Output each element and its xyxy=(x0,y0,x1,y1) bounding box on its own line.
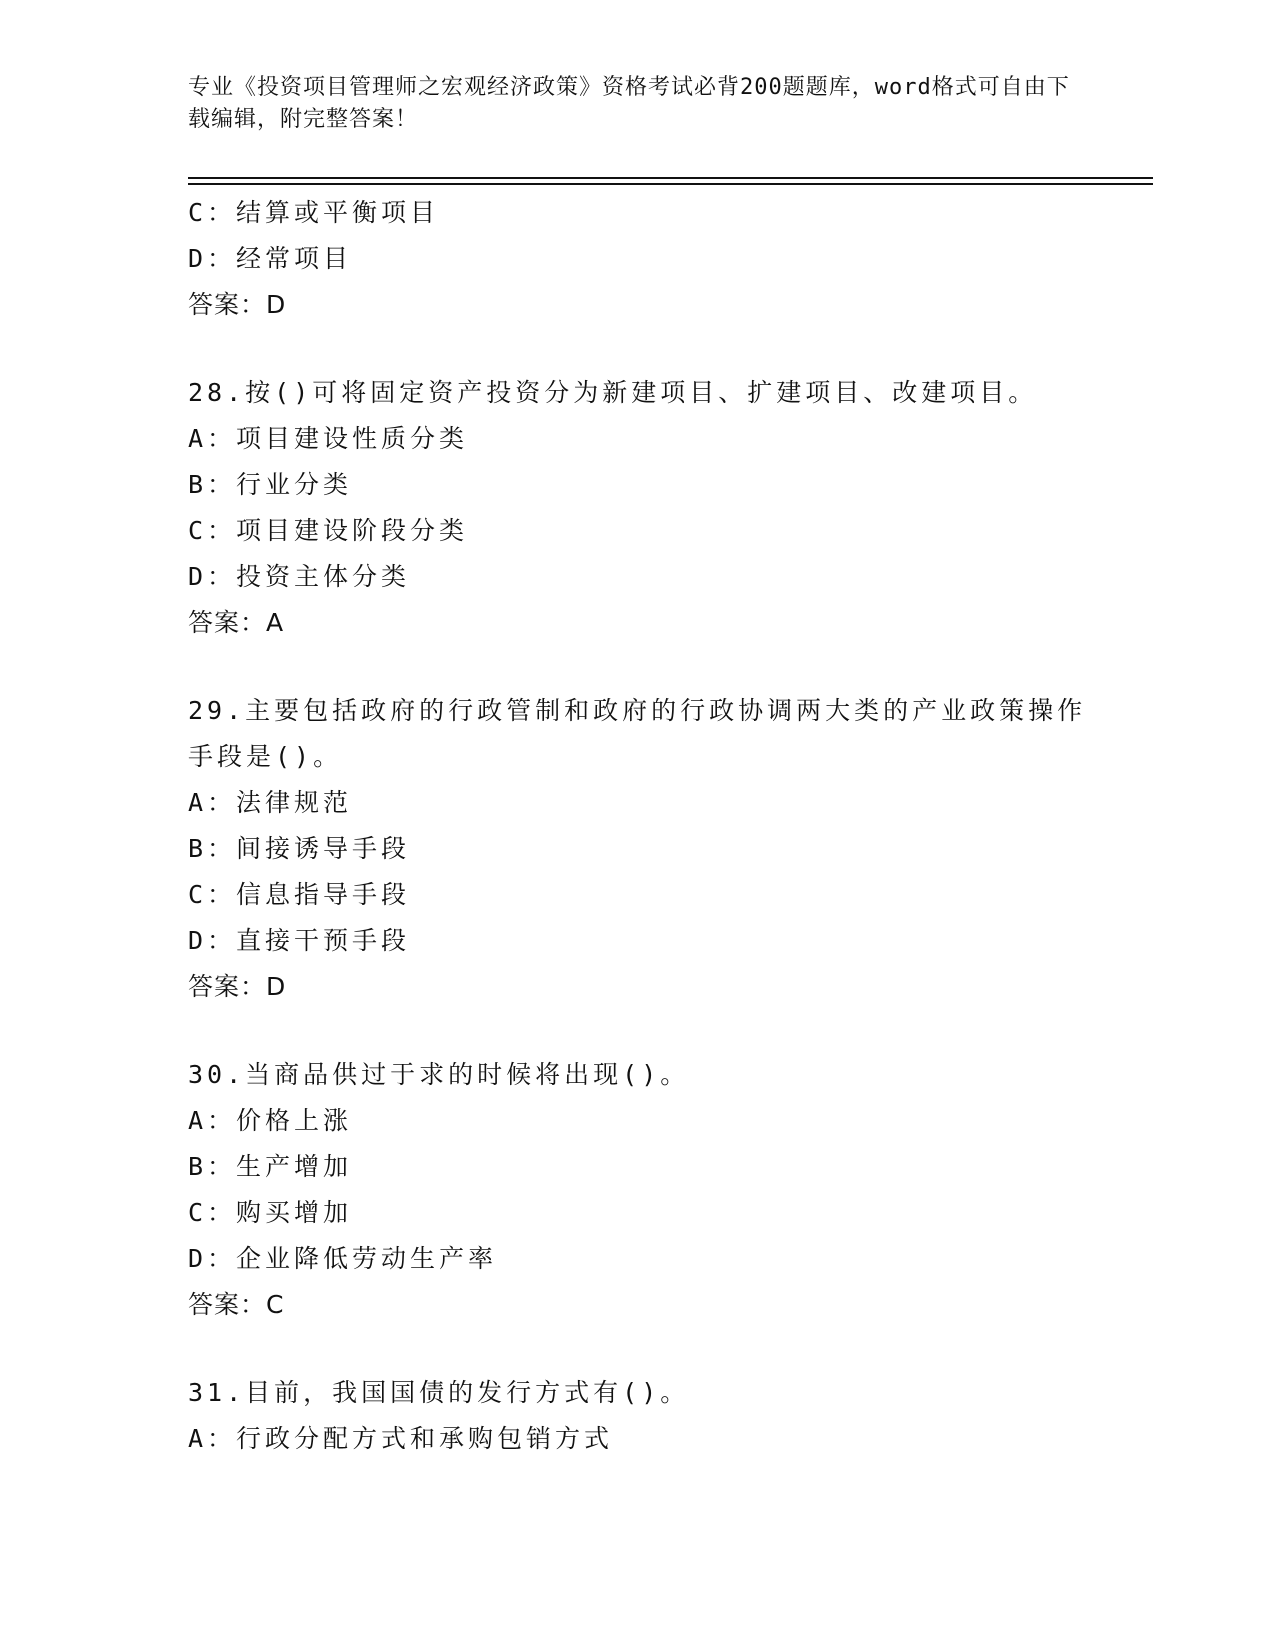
option-a: A：法律规范 xyxy=(188,788,353,817)
question-28 xyxy=(188,370,1148,646)
spacer xyxy=(188,646,1148,688)
option-a: A：行政分配方式和承购包销方式 xyxy=(188,1424,614,1453)
spacer xyxy=(188,1010,1148,1052)
header-rule-bottom xyxy=(188,183,1153,185)
answer-line: 答案：C xyxy=(188,1290,285,1319)
option-b: B：生产增加 xyxy=(188,1152,353,1181)
option-a: A：项目建设性质分类 xyxy=(188,424,469,453)
question-30 xyxy=(188,1052,1148,1328)
answer-line: 答案：D xyxy=(188,290,287,319)
option-a: A：价格上涨 xyxy=(188,1106,353,1135)
question-text: 30.当商品供过于求的时候将出现()。 xyxy=(188,1060,690,1089)
question-31 xyxy=(188,1370,1148,1462)
question-27-tail xyxy=(188,190,1148,328)
option-d: D：投资主体分类 xyxy=(188,562,411,591)
option-b: B：行业分类 xyxy=(188,470,353,499)
option-c: C：购买增加 xyxy=(188,1198,353,1227)
option-c: C：结算或平衡项目 xyxy=(188,198,440,227)
option-d: D：经常项目 xyxy=(188,244,353,273)
answer-line: 答案：A xyxy=(188,608,285,637)
question-list xyxy=(188,190,1148,1462)
question-text: 28.按()可将固定资产投资分为新建项目、扩建项目、改建项目。 xyxy=(188,378,1038,407)
option-c: C：项目建设阶段分类 xyxy=(188,516,469,545)
question-text: 31.目前，我国国债的发行方式有()。 xyxy=(188,1378,690,1407)
spacer xyxy=(188,328,1148,370)
question-29 xyxy=(188,688,1148,1010)
spacer xyxy=(188,1328,1148,1370)
header-rule-top xyxy=(188,177,1153,179)
option-d: D：企业降低劳动生产率 xyxy=(188,1244,498,1273)
document-header: 专业《投资项目管理师之宏观经济政策》资格考试必背200题题库，word格式可自由下载编辑，附完整答案！ xyxy=(188,75,1070,132)
question-text: 29.主要包括政府的行政管制和政府的行政协调两大类的产业政策操作手段是()。 xyxy=(188,696,1087,771)
option-b: B：间接诱导手段 xyxy=(188,834,411,863)
option-c: C：信息指导手段 xyxy=(188,880,411,909)
option-d: D：直接干预手段 xyxy=(188,926,411,955)
answer-line: 答案：D xyxy=(188,972,287,1001)
